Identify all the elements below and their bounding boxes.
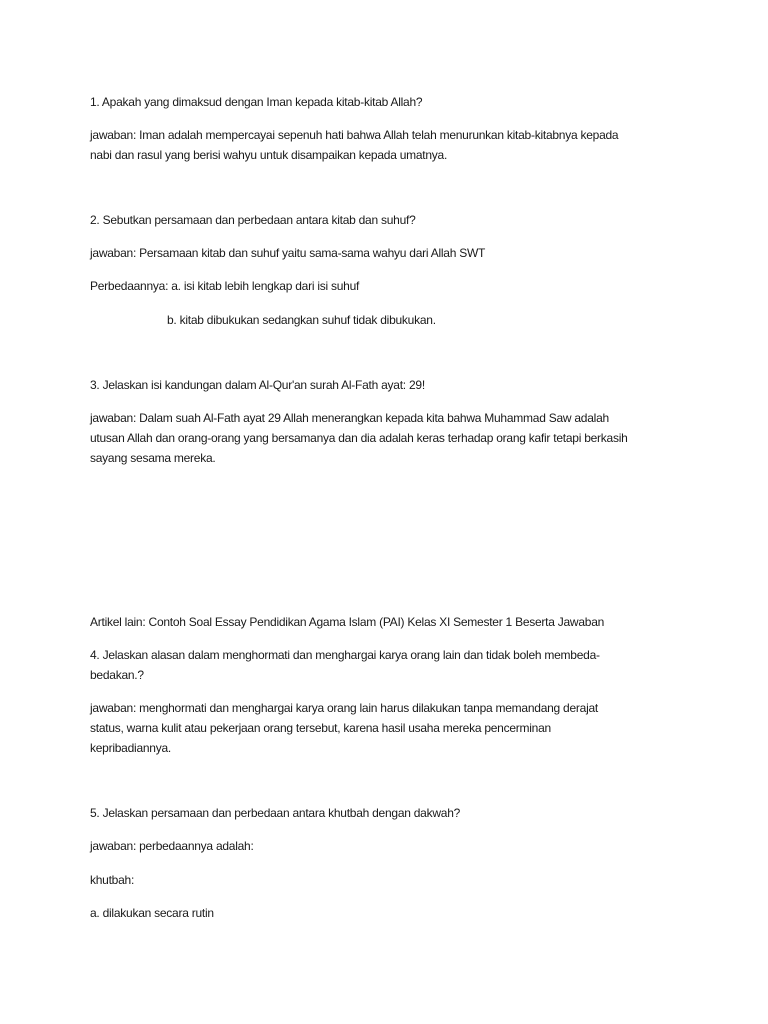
related-article-link[interactable]: Artikel lain: Contoh Soal Essay Pendidikan Agama Islam (PAI) Kelas XI Semester 1 Beserta Jawaban <box>90 615 605 629</box>
question-5: 5. Jelaskan persamaan dan perbedaan antara khutbah dengan dakwah? <box>90 806 461 820</box>
question-1: 1. Apakah yang dimaksud dengan Iman kepada kitab-kitab Allah? <box>90 95 423 109</box>
question-3: 3. Jelaskan isi kandungan dalam Al-Qur'an surah Al-Fath ayat: 29! <box>90 378 425 392</box>
answer-2-line: jawaban: Persamaan kitab dan suhuf yaitu sama-sama wahyu dari Allah SWT <box>90 246 486 260</box>
question-2: 2. Sebutkan persamaan dan perbedaan antara kitab dan suhuf? <box>90 213 416 227</box>
answer-1-line: nabi dan rasul yang berisi wahyu untuk disampaikan kepada umatnya. <box>90 148 448 162</box>
answer-4-line: jawaban: menghormati dan menghargai karya orang lain harus dilakukan tanpa memandang derajat <box>90 701 598 715</box>
question-4: 4. Jelaskan alasan dalam menghormati dan menghargai karya orang lain dan tidak boleh membeda- <box>90 648 600 662</box>
answer-1-line: jawaban: Iman adalah mempercayai sepenuh hati bahwa Allah telah menurunkan kitab-kitabnya kepada <box>90 128 619 142</box>
answer-3-line: sayang sesama mereka. <box>90 451 216 465</box>
answer-3-line: jawaban: Dalam suah Al-Fath ayat 29 Allah menerangkan kepada kita bahwa Muhammad Saw adalah <box>90 411 609 425</box>
answer-5-line: a. dilakukan secara rutin <box>90 906 214 920</box>
answer-4-line: kepribadiannya. <box>90 741 171 755</box>
question-4: bedakan.? <box>90 668 144 682</box>
answer-2-line: Perbedaannya: a. isi kitab lebih lengkap dari isi suhuf <box>90 279 360 293</box>
answer-5-line: khutbah: <box>90 873 135 887</box>
answer-4-line: status, warna kulit atau pekerjaan orang tersebut, karena hasil usaha mereka pencerminan <box>90 721 551 735</box>
answer-2-line: b. kitab dibukukan sedangkan suhuf tidak dibukukan. <box>167 313 436 327</box>
answer-5-line: jawaban: perbedaannya adalah: <box>90 839 254 853</box>
answer-3-line: utusan Allah dan orang-orang yang bersamanya dan dia adalah keras terhadap orang kafir tetapi berkasih <box>90 431 628 445</box>
